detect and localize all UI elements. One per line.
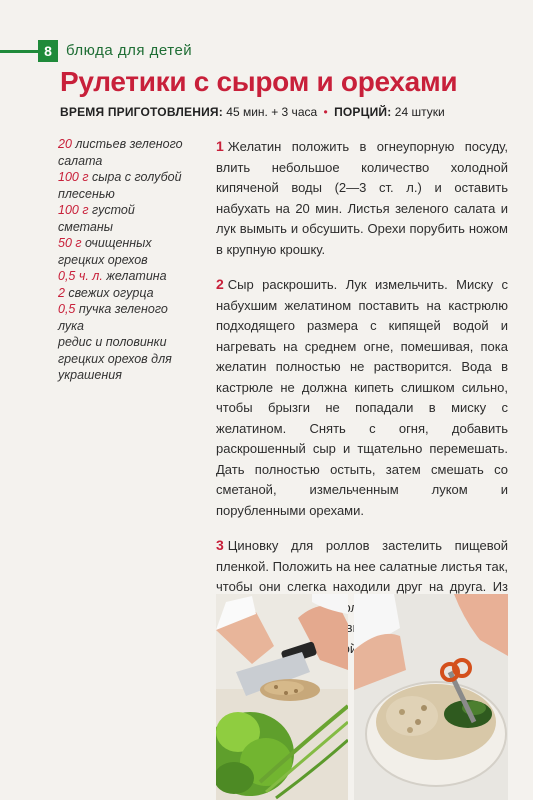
portions-value: 24 штуки [394, 105, 445, 119]
mixing-illustration [354, 594, 508, 800]
page-number: 8 [38, 40, 58, 62]
chopping-illustration [216, 594, 348, 800]
step-number: 3 [216, 537, 224, 553]
photo-mixing-bowl [354, 594, 508, 800]
ingredient-item: 100 г густой сметаны [58, 203, 135, 234]
recipe-title: Рулетики с сыром и орехами [60, 66, 458, 97]
photo-strip [216, 594, 508, 800]
ingredients-list [58, 136, 188, 384]
step-text: Желатин положить в огнеупорную посуду, влить небольшое количество холодной кипяченой воды (2—3 ст. л.) и оставить набухать на 20 мин. Листья зеленого салата и лук вымыть и обсушить. Орехи порубить ножом в крупную крошку. [216, 139, 508, 257]
page-header [0, 40, 533, 62]
ingredient-item: 2 свежих огурца [58, 285, 154, 300]
ingredient-item: 0,5 пучка зеленого лука [58, 302, 168, 333]
photo-chopping-nuts [216, 594, 348, 800]
recipe-meta [60, 105, 445, 119]
step-2 [216, 274, 508, 521]
step-number: 2 [216, 276, 224, 292]
meta-separator: • [323, 105, 328, 119]
time-value: 45 мин. + 3 часа [226, 105, 318, 119]
ingredient-item: 20 листьев зеленого салата [58, 137, 183, 168]
time-label: ВРЕМЯ ПРИГОТОВЛЕНИЯ: [60, 105, 223, 119]
ingredient-item: 50 г очищенных грецких орехов [58, 236, 152, 267]
chapter-title: блюда для детей [66, 42, 193, 59]
step-text: Циновку для роллов застелить пищевой пленкой. Положить на нее салатные листья так, чтобы они слегка находили друг на друга. Из [216, 538, 508, 594]
ingredient-item: редис и половинки грецких орехов для украшения [58, 335, 172, 382]
step-1 [216, 136, 508, 260]
ingredient-item: 0,5 ч. л. желатина [58, 269, 167, 283]
ingredient-item: 100 г сыра с голубой плесенью [58, 170, 182, 201]
step-text: Сыр раскрошить. Лук измельчить. Миску с набухшим желатином поставить на кастрюлю подходящего размера с кипящей водой и нагревать на среднем огне, помешивая, пока желатин полностью не растворится. Вода в кастрюле не должна кипеть слишком сильно, чтобы брызги не попадали в миску с желатином. Снять с огня, добавить раскрошенный сыр и тщательно перемешать. Дать полностью остыть, затем смешать со сметаной, измельченным луком и порубленными орехами. [216, 277, 508, 518]
portions-label: ПОРЦИЙ: [334, 105, 392, 119]
step-number: 1 [216, 138, 224, 154]
